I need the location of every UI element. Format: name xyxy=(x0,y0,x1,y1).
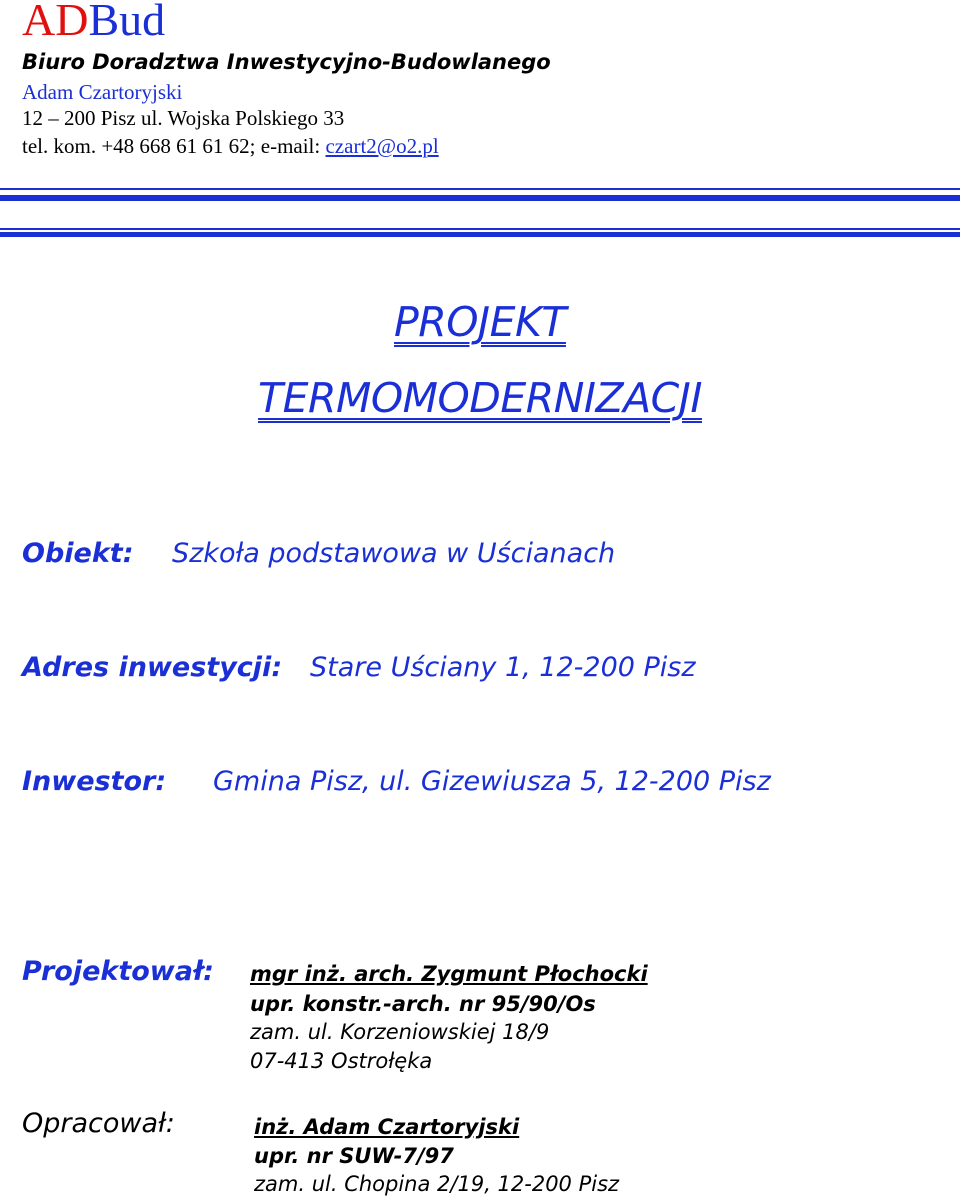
investment-address-label: Adres inwestycji: xyxy=(22,652,283,683)
document-title-line1: PROJEKT xyxy=(394,298,566,346)
separator-line xyxy=(0,228,960,230)
logo-ad: AD xyxy=(22,0,89,45)
designer-license: upr. konstr.-arch. nr 95/90/Os xyxy=(250,992,596,1016)
designer-city: 07-413 Ostrołęka xyxy=(250,1049,433,1073)
object-value: Szkoła podstawowa w Uścianach xyxy=(172,538,616,569)
separator-line xyxy=(0,188,960,190)
company-logo xyxy=(22,0,165,46)
designer-name: mgr inż. arch. Zygmunt Płochocki xyxy=(250,962,648,986)
firm-contact xyxy=(22,134,439,159)
contact-phone: tel. kom. +48 668 61 61 62; e-mail: xyxy=(22,134,326,158)
investor-value: Gmina Pisz, ul. Gizewiusza 5, 12-200 Pisz xyxy=(213,766,771,797)
designer-label: Projektował: xyxy=(22,956,214,987)
separator-line xyxy=(0,195,960,201)
firm-name: Biuro Doradztwa Inwestycyjno-Budowlanego xyxy=(22,50,551,74)
object-label: Obiekt: xyxy=(22,538,134,569)
author-label: Opracował: xyxy=(22,1108,175,1139)
owner-name: Adam Czartoryjski xyxy=(22,80,183,104)
logo-bud: Bud xyxy=(88,0,166,45)
author-street: zam. ul. Chopina 2/19, 12-200 Pisz xyxy=(254,1172,620,1196)
author-license: upr. nr SUW-7/97 xyxy=(254,1144,454,1168)
investment-address-value: Stare Uściany 1, 12-200 Pisz xyxy=(310,652,696,683)
designer-street: zam. ul. Korzeniowskiej 18/9 xyxy=(250,1020,550,1044)
firm-address: 12 – 200 Pisz ul. Wojska Polskiego 33 xyxy=(22,106,345,130)
investor-label: Inwestor: xyxy=(22,766,167,797)
author-name: inż. Adam Czartoryjski xyxy=(254,1115,520,1139)
separator-line xyxy=(0,232,960,237)
email-link[interactable]: czart2@o2.pl xyxy=(325,134,439,158)
document-title-line2: TERMOMODERNIZACJI xyxy=(258,374,702,422)
